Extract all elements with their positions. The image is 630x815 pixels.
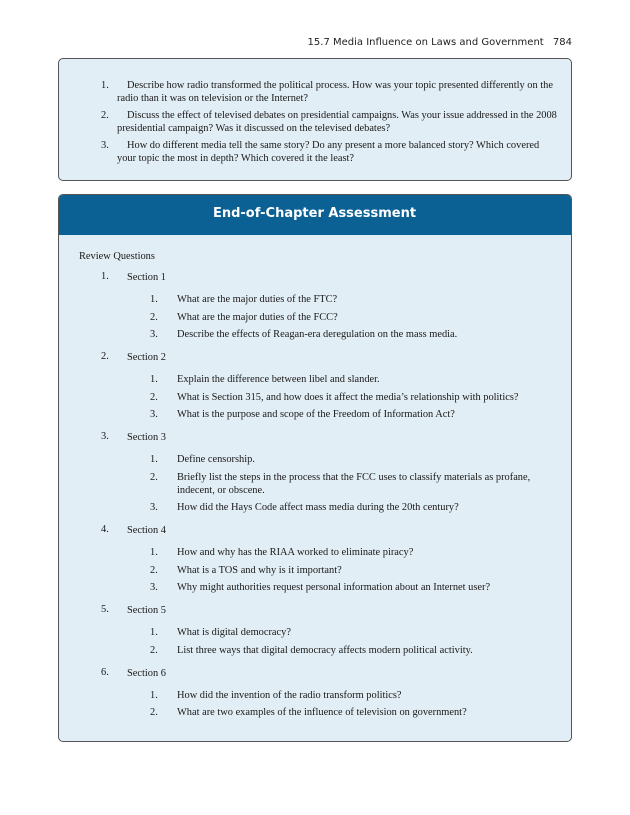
item-text: What is Section 315, and how does it affect the media’s relationship with politics?: [177, 391, 519, 403]
item-number: 2.: [101, 110, 109, 121]
item-number: 3.: [150, 502, 158, 513]
item-number: 2.: [150, 391, 158, 403]
list-item: [127, 501, 547, 514]
assessment-header: [58, 194, 572, 235]
list-item: [87, 139, 557, 165]
item-number: 3.: [101, 140, 109, 151]
section-title: Section 5: [127, 605, 166, 616]
section-number: 3.: [101, 431, 109, 442]
item-number: 3.: [150, 582, 158, 593]
item-text: Why might authorities request personal information about an Internet user?: [177, 582, 491, 593]
section-number: 2.: [101, 351, 109, 362]
section-title: Section 4: [127, 525, 166, 536]
item-number: 1.: [150, 627, 158, 638]
item-text: What are two examples of the influence of television on government?: [177, 707, 467, 718]
question-list: [127, 373, 571, 421]
item-text: Explain the difference between libel and slander.: [177, 374, 380, 385]
list-item: [127, 293, 507, 306]
assessment-title: End-of-Chapter Assessment: [212, 205, 417, 221]
section-number: 4.: [101, 524, 109, 535]
item-text: Define censorship.: [177, 454, 255, 465]
question-list: [127, 293, 571, 341]
list-item: [127, 391, 547, 404]
item-text: Discuss the effect of televised debates on presidential campaigns. Was your issue addressed in the 2008 presidential campaign? Was it discussed on the televised debates?: [117, 110, 557, 134]
sections-list: [59, 271, 571, 724]
section-title: Section 2: [127, 352, 166, 363]
list-item: [127, 546, 547, 559]
list-item: [127, 689, 547, 702]
list-item: [127, 706, 547, 719]
list-item: [87, 79, 557, 105]
item-number: 1.: [150, 689, 158, 701]
section-3: [59, 431, 571, 514]
item-text: Describe the effects of Reagan-era deregulation on the mass media.: [177, 329, 458, 340]
item-number: 1.: [150, 374, 158, 385]
list-item: [127, 471, 547, 497]
item-text: How did the invention of the radio transform politics?: [177, 689, 402, 701]
section-6: [59, 667, 571, 720]
item-number: 1.: [150, 294, 158, 305]
item-number: 1.: [101, 80, 109, 91]
item-text: List three ways that digital democracy affects modern political activity.: [177, 644, 473, 656]
item-text: How do different media tell the same story? Do any present a more balanced story? Which covered your topic the most in depth? Which covered it the least?: [117, 140, 540, 164]
section-number: 6.: [101, 666, 109, 678]
section-number: 1.: [101, 271, 109, 282]
item-text: Briefly list the steps in the process that the FCC uses to classify materials as profane, indecent, or obscene.: [177, 471, 531, 496]
running-head-section: 15.7 Media Influence on Laws and Government: [307, 37, 544, 48]
list-item: [127, 581, 547, 594]
running-head: [308, 37, 572, 48]
question-list: [127, 689, 571, 720]
section-5: [59, 604, 571, 657]
item-number: 2.: [150, 644, 158, 656]
item-text: How did the Hays Code affect mass media during the 20th century?: [177, 502, 459, 513]
section-number: 5.: [101, 604, 109, 615]
item-number: 1.: [150, 547, 158, 558]
list-item: [127, 644, 547, 657]
item-text: What is the purpose and scope of the Freedom of Information Act?: [177, 409, 455, 420]
section-1: [59, 271, 571, 341]
item-text: What are the major duties of the FCC?: [177, 311, 338, 323]
section-title: Section 6: [127, 667, 166, 679]
list-item: [127, 626, 507, 639]
question-list: [127, 453, 571, 514]
item-number: 2.: [150, 471, 158, 483]
item-text: What is digital democracy?: [177, 627, 291, 638]
item-text: What are the major duties of the FTC?: [177, 294, 338, 305]
list-item: [127, 373, 507, 386]
list-item: [127, 453, 507, 466]
item-text: How and why has the RIAA worked to eliminate piracy?: [177, 547, 414, 558]
section-2: [59, 351, 571, 421]
section-4: [59, 524, 571, 594]
item-text: What is a TOS and why is it important?: [177, 564, 342, 576]
question-list: [127, 546, 571, 594]
list-item: [127, 564, 507, 577]
item-text: Describe how radio transformed the political process. How was your topic presented differently on the radio than it was on television or the Internet?: [117, 80, 553, 104]
item-number: 1.: [150, 454, 158, 465]
list-item: [127, 328, 547, 341]
assessment-box: [58, 194, 572, 742]
item-number: 2.: [150, 564, 158, 576]
item-number: 3.: [150, 329, 158, 340]
item-number: 2.: [150, 707, 158, 718]
list-item: [87, 109, 557, 135]
item-number: 2.: [150, 311, 158, 323]
discussion-questions-box: [58, 58, 572, 181]
discussion-questions-list: [87, 79, 557, 169]
section-title: Section 1: [127, 272, 166, 283]
list-item: [127, 408, 547, 421]
section-title: Section 3: [127, 432, 166, 443]
question-list: [127, 626, 571, 657]
review-questions-label: Review Questions: [79, 251, 155, 262]
page-number: 784: [552, 37, 572, 48]
list-item: [127, 311, 507, 324]
item-number: 3.: [150, 409, 158, 420]
